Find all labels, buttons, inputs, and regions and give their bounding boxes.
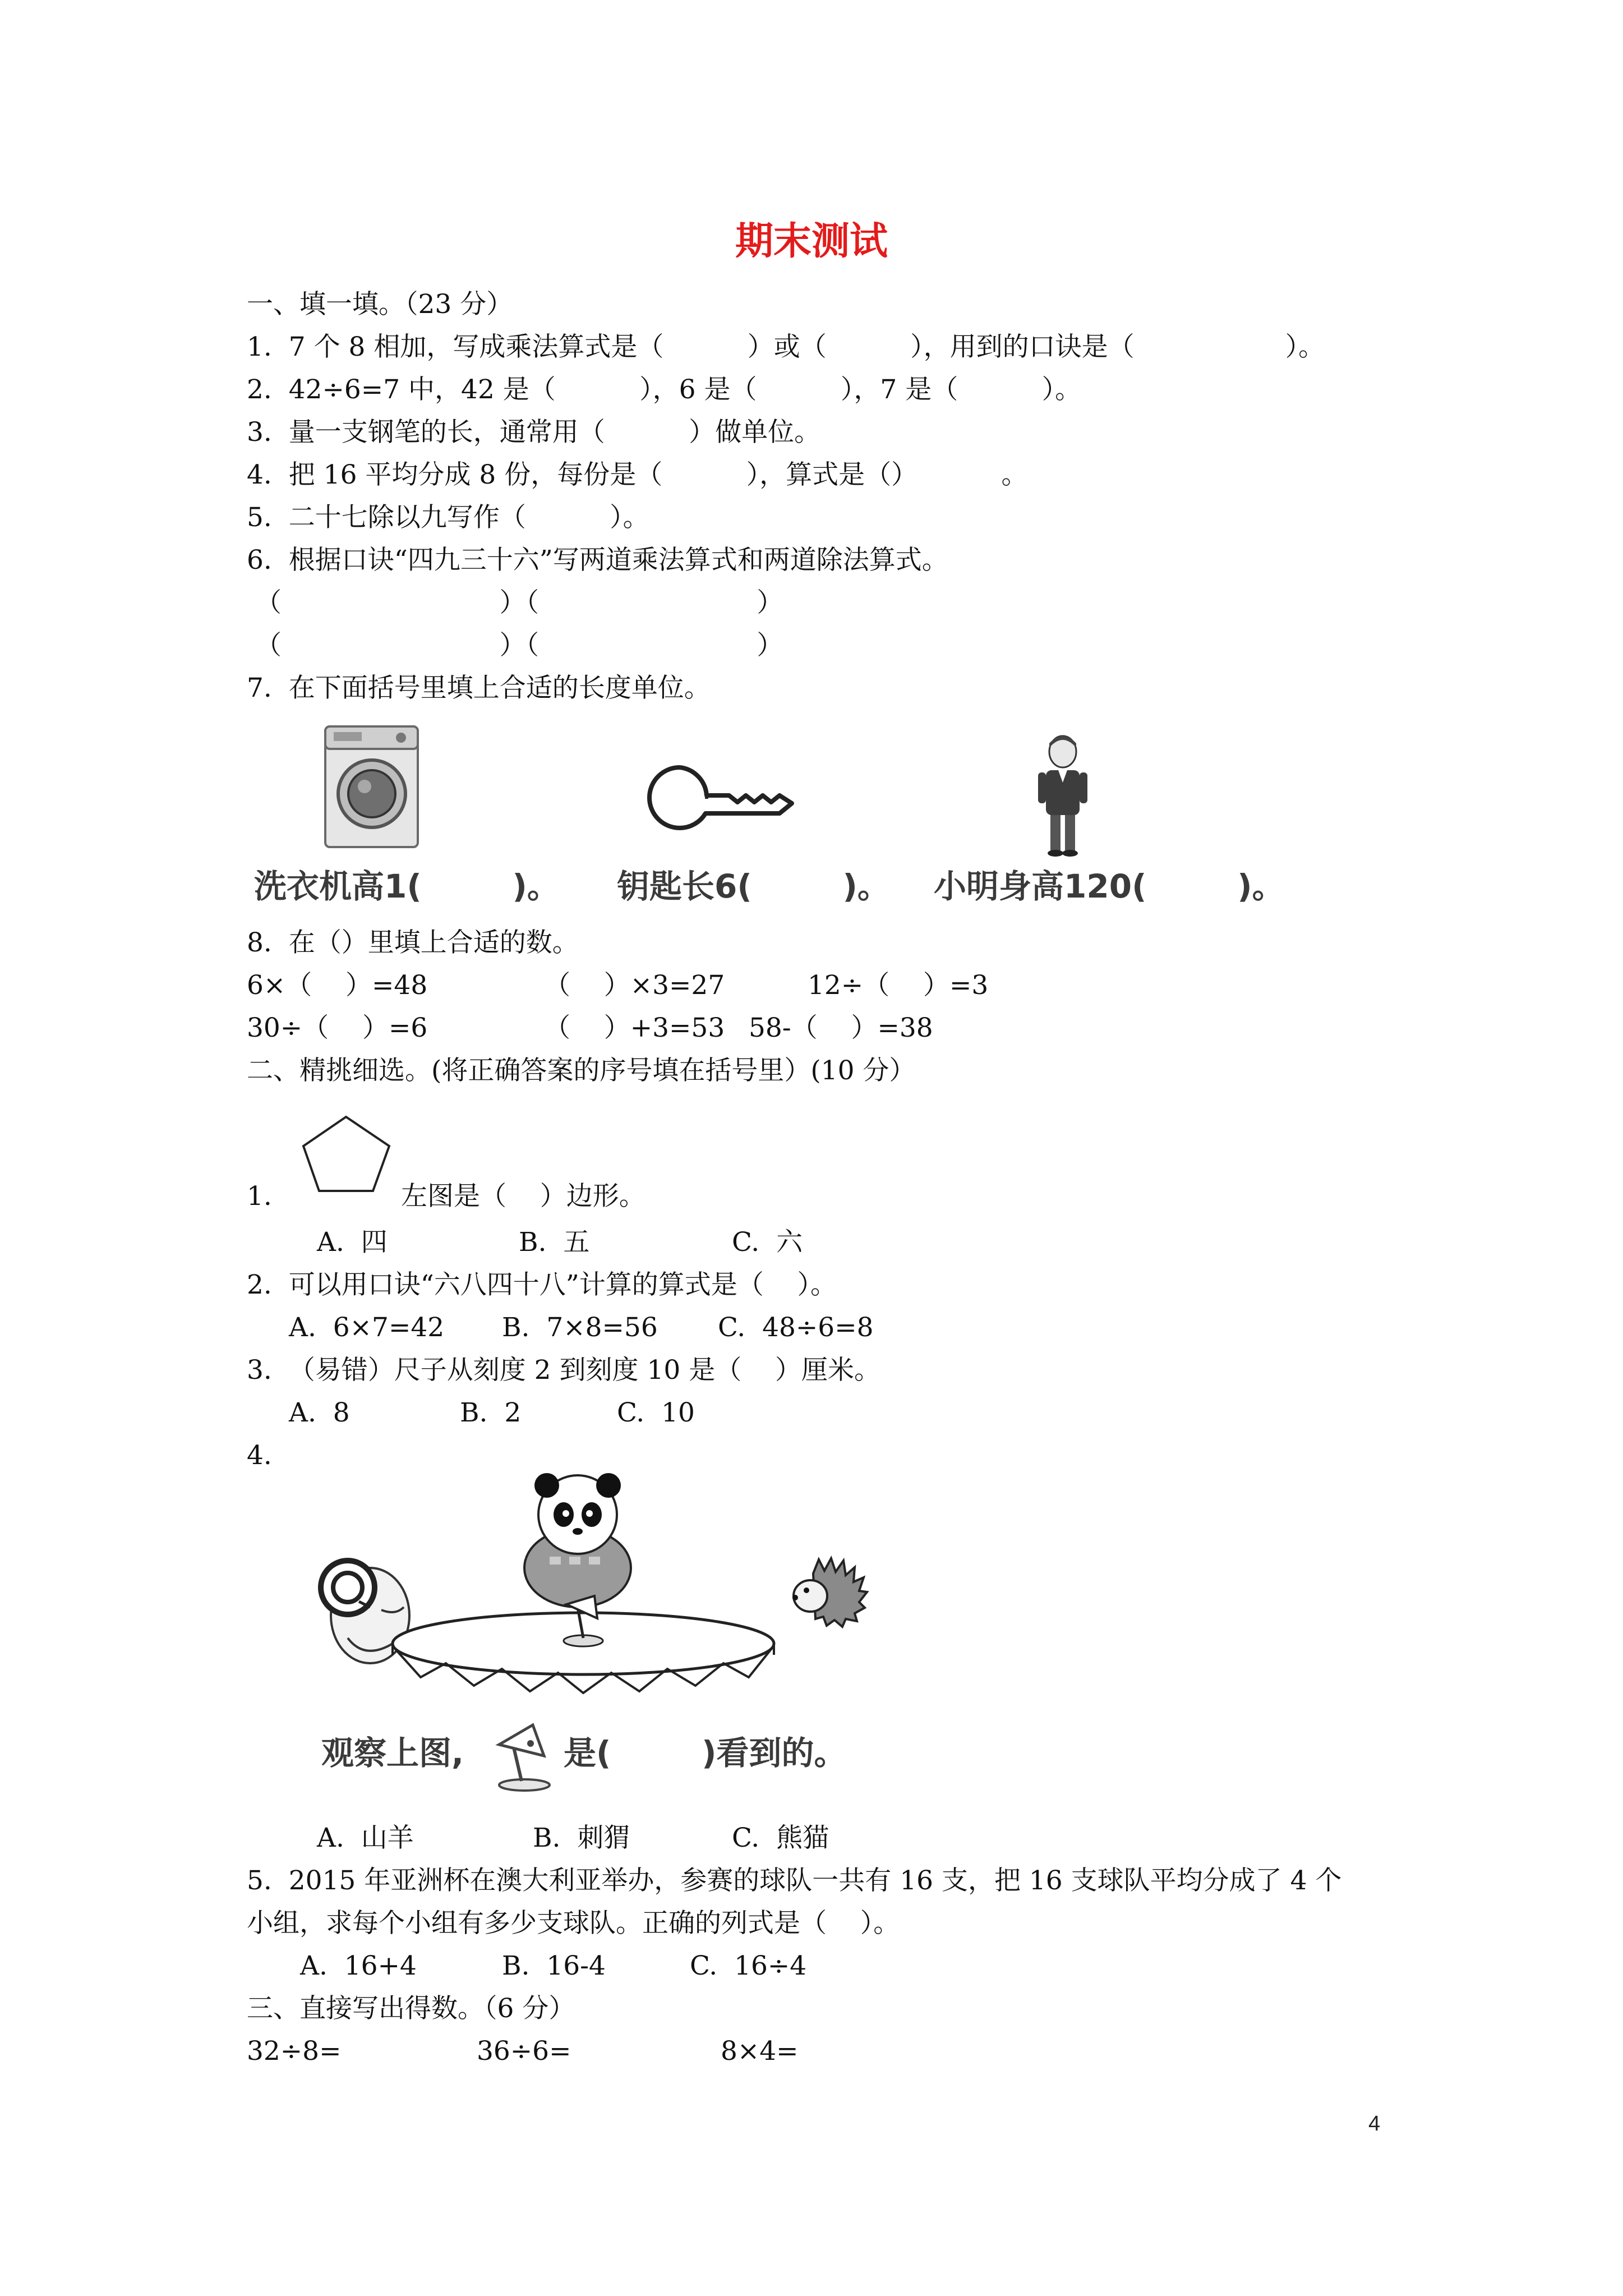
s2-question-2: 2. 可以用口诀“六八四十八”计算的算式是（ ）。 <box>247 1269 837 1300</box>
s2-q2-option-a: A. 6×7=42 <box>289 1312 445 1343</box>
s2-q4-option-a: A. 山羊 <box>317 1823 414 1853</box>
s2-question-1: 左图是（ ）边形。 <box>401 1181 645 1212</box>
section-1-heading: 一、填一填。（23 分） <box>247 289 513 320</box>
panda-icon <box>524 1473 631 1607</box>
q4-caption-b: 是( )看到的。 <box>564 1734 847 1772</box>
q7-caption-boy: 小明身高120( )。 <box>934 867 1285 905</box>
q8-item-1: 6×（ ）=48 <box>247 970 428 1001</box>
section-3-heading: 三、直接写出得数。（6 分） <box>247 1993 575 2024</box>
q4-illustration <box>314 1470 886 1750</box>
page-title: 期末测试 <box>735 219 888 264</box>
s3-item-3: 8×4= <box>721 2036 799 2067</box>
key-icon <box>645 763 796 833</box>
lamp-icon <box>494 1717 555 1792</box>
s2-q3-option-b: B. 2 <box>460 1397 522 1428</box>
s2-q1-option-c: C. 六 <box>732 1227 803 1258</box>
s3-item-2: 36÷6= <box>477 2036 571 2067</box>
s1-question-4: 4. 把 16 平均分成 8 份，每份是（ ），算式是（） 。 <box>247 459 1028 490</box>
s2-question-1-number: 1. <box>247 1181 272 1212</box>
s2-q1-option-b: B. 五 <box>519 1227 590 1258</box>
s1-question-6: 6. 根据口诀“四九三十六”写两道乘法算式和两道除法算式。 <box>247 545 948 576</box>
boy-icon <box>1035 732 1091 858</box>
s2-q1-option-a: A. 四 <box>317 1227 388 1258</box>
q4-caption-a: 观察上图, <box>321 1734 464 1772</box>
s2-q5-option-c: C. 16÷4 <box>690 1950 807 1981</box>
q8-item-4: 30÷（ ）=6 <box>247 1013 428 1043</box>
s2-q4-option-b: B. 刺猬 <box>533 1823 630 1853</box>
s2-question-3: 3. （易错）尺子从刻度 2 到刻度 10 是（ ）厘米。 <box>247 1355 880 1386</box>
q8-item-6: 58-（ ）=38 <box>749 1013 933 1043</box>
q7-caption-key: 钥匙长6( )。 <box>617 867 890 905</box>
q7-caption-washing-machine: 洗衣机高1( )。 <box>254 867 560 905</box>
s2-question-5-line-2: 小组，求每个小组有多少支球队。正确的列式是（ ）。 <box>247 1908 900 1939</box>
table-icon <box>393 1613 774 1693</box>
s2-q5-option-a: A. 16+4 <box>300 1950 417 1981</box>
page-number: 4 <box>1368 2112 1381 2136</box>
s1-question-7: 7. 在下面括号里填上合适的长度单位。 <box>247 673 711 703</box>
s2-question-5-line-1: 5. 2015 年亚洲杯在澳大利亚举办，参赛的球队一共有 16 支，把 16 支球队平均分成了 4 个 <box>247 1865 1342 1896</box>
s2-q3-option-c: C. 10 <box>617 1397 695 1428</box>
q8-item-3: 12÷（ ）=3 <box>808 970 989 1001</box>
s1-question-2: 2. 42÷6=7 中，42 是（ ），6 是（ ），7 是（ ）。 <box>247 374 1082 405</box>
hedgehog-icon <box>792 1558 867 1627</box>
s2-q4-option-c: C. 熊猫 <box>732 1823 829 1853</box>
s1-q6-blank-row-1: （ ）（ ） <box>255 587 783 618</box>
s1-question-1: 1. 7 个 8 相加，写成乘法算式是（ ）或（ ），用到的口诀是（ ）。 <box>247 332 1325 362</box>
s3-item-1: 32÷8= <box>247 2036 342 2067</box>
s1-question-3: 3. 量一支钢笔的长，通常用（ ）做单位。 <box>247 417 821 448</box>
s2-question-4-number: 4. <box>247 1440 272 1471</box>
s2-q2-option-c: C. 48÷6=8 <box>718 1312 874 1343</box>
pentagon-icon <box>300 1114 393 1195</box>
s1-question-8: 8. 在（）里填上合适的数。 <box>247 927 579 958</box>
q8-item-2: （ ）×3=27 <box>544 970 725 1001</box>
washing-machine-icon <box>322 724 423 853</box>
s2-q3-option-a: A. 8 <box>289 1397 350 1428</box>
q8-item-5: （ ）+3=53 <box>544 1013 725 1043</box>
s1-question-5: 5. 二十七除以九写作（ ）。 <box>247 502 649 533</box>
section-2-heading: 二、精挑细选。(将正确答案的序号填在括号里）(10 分） <box>247 1055 916 1086</box>
s1-q6-blank-row-2: （ ）（ ） <box>255 630 783 661</box>
s2-q2-option-b: B. 7×8=56 <box>502 1312 658 1343</box>
s2-q5-option-b: B. 16-4 <box>502 1950 606 1981</box>
